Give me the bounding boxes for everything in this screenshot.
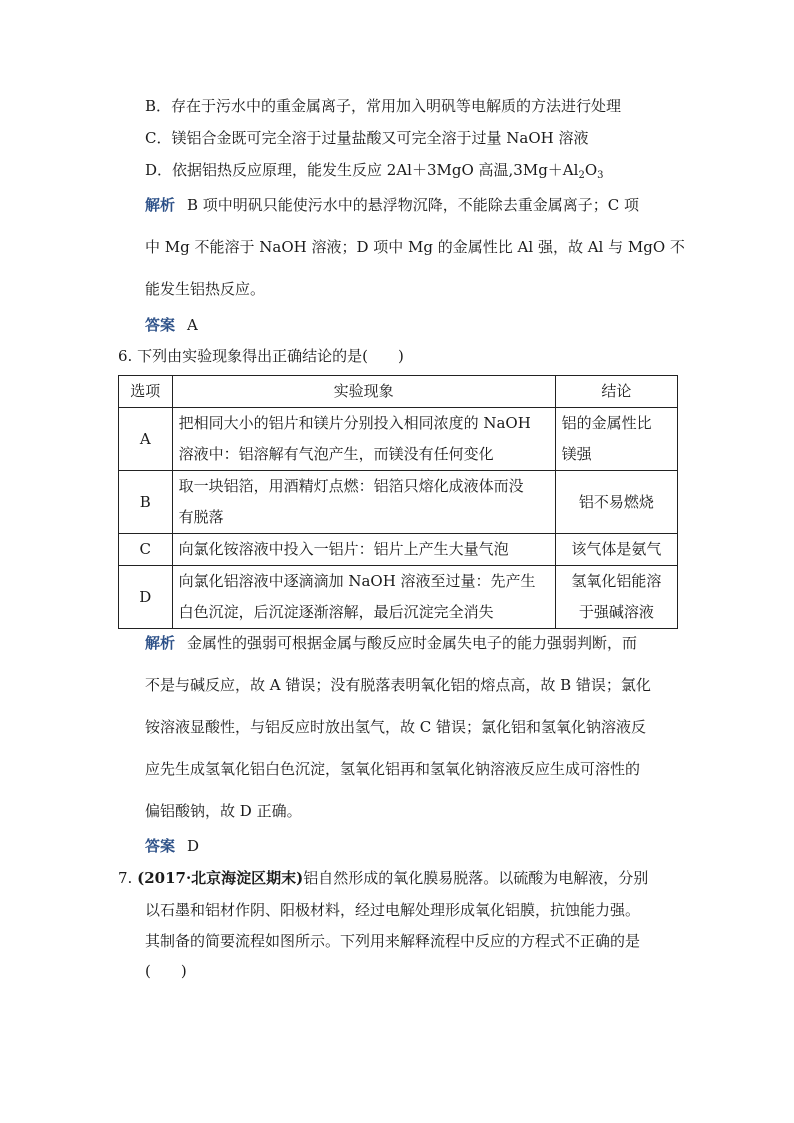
option-d-o: O (584, 161, 598, 179)
row-option: C (119, 534, 173, 566)
row-phenomenon (172, 408, 555, 471)
q5-analysis-line1 (145, 195, 639, 215)
option-d (145, 160, 604, 180)
table-row (119, 566, 678, 629)
row-option: D (119, 566, 173, 629)
q7-line1 (118, 868, 648, 888)
phenomenon-line: 有脱落 (178, 508, 224, 526)
row-phenomenon: 向氯化铵溶液中投入一铝片：铝片上产生大量气泡 (172, 534, 555, 566)
conclusion-line: 铝的金属性比 (561, 414, 652, 432)
answer-label: 答案 (145, 316, 176, 334)
subscript-3: 3 (597, 170, 604, 181)
option-c: C．镁铝合金既可完全溶于过量盐酸又可完全溶于过量 NaOH 溶液 (145, 129, 589, 147)
row-option: B (119, 471, 173, 534)
question-source: (2017·北京海淀区期末) (137, 869, 304, 887)
analysis-label: 解析 (145, 634, 176, 652)
analysis-text: 金属性的强弱可根据金属与酸反应时金属失电子的能力强弱判断，而 (187, 634, 638, 652)
phenomenon-line: 溶液中：铝溶解有气泡产生，而镁没有任何变化 (178, 445, 494, 463)
q6-analysis-line3: 铵溶液显酸性，与铝反应时放出氢气，故 C 错误；氯化铝和氢氧化钠溶液反 (145, 718, 647, 736)
header-conclusion: 结论 (555, 376, 677, 408)
table-row (119, 408, 678, 471)
question-number: 7. (118, 869, 133, 887)
q6-analysis-line2: 不是与碱反应，故 A 错误；没有脱落表明氧化铝的熔点高，故 B 错误；氯化 (145, 676, 651, 694)
table-row (119, 534, 678, 566)
option-d-text: D．依据铝热反应原理，能发生反应 2Al＋3MgO 高温,3Mg＋Al (145, 161, 579, 179)
question-number: 6. (118, 347, 133, 365)
row-option: A (119, 408, 173, 471)
q6-analysis-line1 (145, 633, 637, 653)
q6-stem (118, 346, 404, 366)
analysis-label: 解析 (145, 196, 176, 214)
phenomenon-line: 取一块铝箔，用酒精灯点燃：铝箔只熔化成液体而没 (178, 477, 524, 495)
q7-line3: 其制备的简要流程如图所示。下列用来解释流程中反应的方程式不正确的是 (145, 932, 641, 950)
q7-line4: ( ) (145, 962, 187, 980)
q6-analysis-line4: 应先生成氢氧化铝白色沉淀，氢氧化铝再和氢氧化钠溶液反应生成可溶性的 (145, 760, 641, 778)
row-conclusion: 铝不易燃烧 (555, 471, 677, 534)
table-row (119, 471, 678, 534)
q5-analysis-line3: 能发生铝热反应。 (145, 280, 266, 298)
question-text: 下列由实验现象得出正确结论的是( ) (137, 347, 404, 365)
answer-value: D (187, 837, 200, 855)
row-conclusion: 该气体是氨气 (555, 534, 677, 566)
q5-analysis-line2: 中 Mg 不能溶于 NaOH 溶液；D 项中 Mg 的金属性比 Al 强，故 Al 与 MgO 不 (145, 238, 685, 256)
question-text: 铝自然形成的氧化膜易脱落。以硫酸为电解液，分别 (303, 869, 649, 887)
q6-answer (145, 836, 199, 856)
q6-analysis-line5: 偏铝酸钠，故 D 正确。 (145, 802, 302, 820)
row-conclusion (555, 408, 677, 471)
header-phenomenon: 实验现象 (172, 376, 555, 408)
option-b: B．存在于污水中的重金属离子，常用加入明矾等电解质的方法进行处理 (145, 97, 622, 115)
row-conclusion (555, 566, 677, 629)
q5-answer (145, 315, 198, 335)
row-phenomenon (172, 471, 555, 534)
header-option: 选项 (119, 376, 173, 408)
q7-line2: 以石墨和铝材作阴、阳极材料，经过电解处理形成氧化铝膜，抗蚀能力强。 (145, 901, 641, 919)
phenomenon-line: 白色沉淀，后沉淀逐渐溶解，最后沉淀完全消失 (178, 603, 494, 621)
analysis-text: B 项中明矾只能使污水中的悬浮物沉降，不能除去重金属离子；C 项 (187, 196, 640, 214)
conclusion-line: 氢氧化铝能溶 (571, 572, 662, 590)
subscript-2: 2 (578, 170, 585, 181)
table-header-row (119, 376, 678, 408)
phenomenon-line: 向氯化铝溶液中逐滴滴加 NaOH 溶液至过量：先产生 (178, 572, 536, 590)
conclusion-line: 于强碱溶液 (578, 603, 654, 621)
experiment-table (118, 375, 678, 629)
answer-label: 答案 (145, 837, 176, 855)
conclusion-line: 镁强 (561, 445, 592, 463)
phenomenon-line: 把相同大小的铝片和镁片分别投入相同浓度的 NaOH (178, 414, 531, 432)
answer-value: A (187, 316, 198, 334)
row-phenomenon (172, 566, 555, 629)
